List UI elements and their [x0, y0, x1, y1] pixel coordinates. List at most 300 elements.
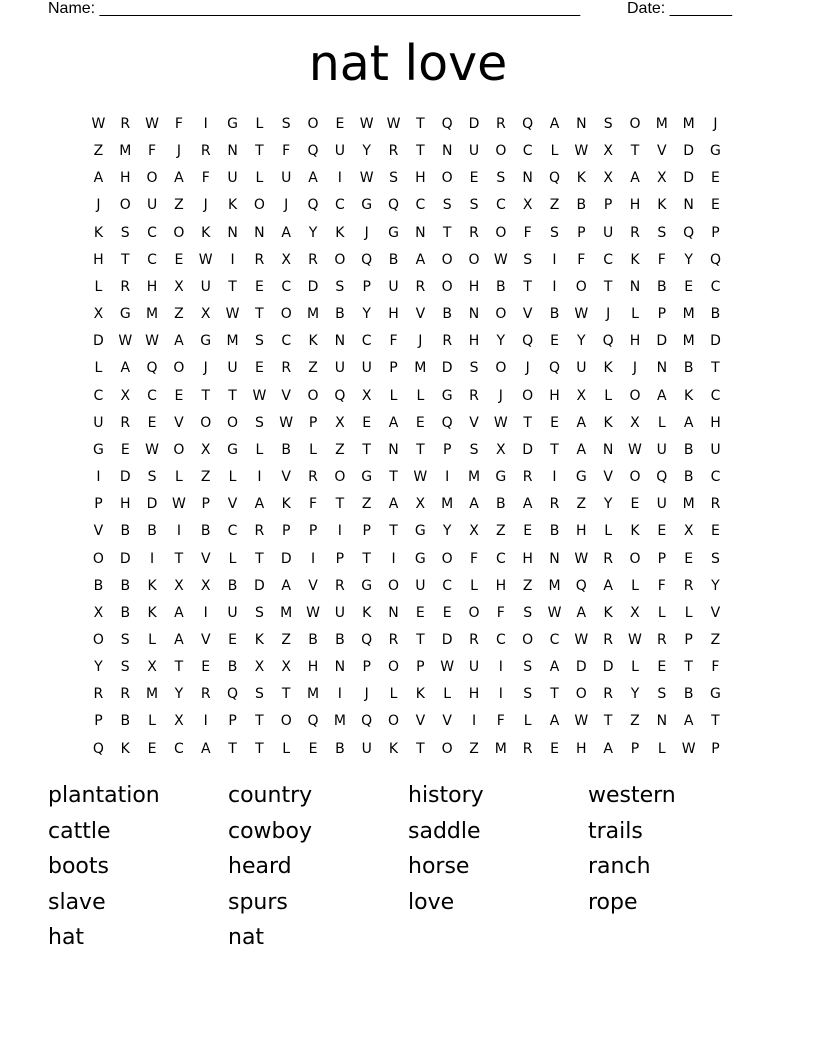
- grid-letter[interactable]: R: [308, 251, 318, 268]
- grid-letter[interactable]: U: [710, 441, 721, 458]
- grid-letter[interactable]: I: [203, 713, 208, 730]
- grid-letter[interactable]: L: [389, 387, 398, 404]
- grid-letter[interactable]: W: [252, 387, 267, 404]
- grid-letter[interactable]: L: [604, 523, 613, 540]
- grid-letter[interactable]: L: [550, 143, 559, 160]
- grid-letter[interactable]: K: [388, 740, 399, 757]
- grid-letter[interactable]: B: [281, 441, 292, 458]
- grid-letter[interactable]: T: [362, 441, 371, 458]
- grid-letter[interactable]: C: [334, 197, 345, 214]
- grid-letter[interactable]: N: [629, 278, 641, 295]
- grid-letter[interactable]: T: [362, 550, 371, 567]
- grid-letter[interactable]: W: [628, 631, 642, 648]
- grid-letter[interactable]: T: [416, 441, 425, 458]
- grid-letter[interactable]: Q: [227, 686, 239, 703]
- grid-letter[interactable]: S: [523, 251, 533, 268]
- grid-letter[interactable]: D: [522, 441, 534, 458]
- grid-letter[interactable]: V: [281, 469, 291, 486]
- grid-letter[interactable]: J: [364, 686, 369, 703]
- grid-letter[interactable]: A: [174, 604, 184, 621]
- grid-letter[interactable]: A: [120, 360, 131, 377]
- grid-letter[interactable]: C: [710, 387, 721, 404]
- grid-letter[interactable]: O: [388, 659, 400, 676]
- grid-letter[interactable]: A: [603, 740, 613, 757]
- grid-letter[interactable]: C: [522, 143, 533, 160]
- grid-letter[interactable]: G: [92, 441, 104, 458]
- grid-letter[interactable]: E: [147, 740, 157, 757]
- grid-letter[interactable]: A: [281, 577, 291, 594]
- grid-letter[interactable]: R: [120, 414, 131, 431]
- grid-letter[interactable]: W: [306, 604, 320, 621]
- grid-letter[interactable]: S: [389, 170, 398, 187]
- grid-letter[interactable]: E: [630, 496, 640, 513]
- grid-letter[interactable]: J: [713, 116, 718, 132]
- grid-letter[interactable]: V: [603, 469, 613, 486]
- grid-letter[interactable]: A: [549, 116, 560, 132]
- grid-letter[interactable]: G: [495, 469, 507, 486]
- grid-letter[interactable]: T: [550, 686, 559, 703]
- grid-letter[interactable]: O: [468, 604, 480, 621]
- grid-letter[interactable]: X: [469, 523, 479, 540]
- grid-letter[interactable]: U: [415, 577, 426, 594]
- grid-letter[interactable]: N: [468, 306, 480, 323]
- grid-letter[interactable]: T: [255, 740, 264, 757]
- grid-letter[interactable]: D: [93, 333, 104, 350]
- grid-letter[interactable]: S: [335, 278, 345, 295]
- grid-letter[interactable]: T: [228, 740, 237, 757]
- grid-letter[interactable]: E: [147, 414, 157, 431]
- grid-letter[interactable]: W: [145, 441, 159, 458]
- grid-letter[interactable]: R: [254, 251, 265, 268]
- grid-letter[interactable]: L: [94, 360, 103, 377]
- grid-letter[interactable]: E: [254, 278, 264, 295]
- grid-letter[interactable]: U: [361, 360, 372, 377]
- grid-letter[interactable]: U: [334, 143, 345, 160]
- grid-letter[interactable]: B: [388, 251, 399, 268]
- grid-letter[interactable]: T: [630, 143, 640, 160]
- grid-letter[interactable]: Q: [361, 713, 373, 730]
- grid-letter[interactable]: Z: [281, 631, 291, 648]
- grid-letter[interactable]: Q: [441, 414, 453, 431]
- grid-letter[interactable]: I: [337, 686, 342, 703]
- grid-letter[interactable]: M: [682, 496, 695, 513]
- grid-letter[interactable]: T: [416, 143, 425, 160]
- grid-letter[interactable]: N: [388, 604, 399, 621]
- grid-letter[interactable]: H: [629, 197, 641, 214]
- grid-letter[interactable]: W: [198, 251, 213, 268]
- grid-letter[interactable]: L: [94, 278, 103, 295]
- grid-letter[interactable]: O: [119, 197, 131, 214]
- grid-letter[interactable]: X: [147, 659, 157, 676]
- grid-letter[interactable]: S: [469, 197, 479, 214]
- grid-letter[interactable]: R: [603, 631, 614, 648]
- grid-letter[interactable]: P: [362, 278, 371, 295]
- grid-letter[interactable]: W: [681, 740, 696, 757]
- grid-letter[interactable]: B: [549, 523, 560, 540]
- grid-letter[interactable]: A: [603, 577, 613, 594]
- grid-letter[interactable]: Q: [307, 143, 319, 160]
- grid-letter[interactable]: K: [147, 604, 157, 621]
- grid-letter[interactable]: L: [389, 686, 398, 703]
- grid-letter[interactable]: M: [280, 604, 293, 621]
- grid-letter[interactable]: I: [445, 469, 450, 486]
- grid-letter[interactable]: U: [388, 278, 399, 295]
- grid-letter[interactable]: H: [146, 278, 158, 295]
- grid-letter[interactable]: Q: [92, 740, 104, 757]
- grid-letter[interactable]: M: [414, 360, 427, 377]
- grid-letter[interactable]: H: [468, 278, 480, 295]
- grid-letter[interactable]: E: [335, 116, 345, 132]
- grid-letter[interactable]: Q: [683, 224, 695, 241]
- grid-letter[interactable]: M: [548, 577, 561, 594]
- grid-letter[interactable]: N: [683, 197, 694, 214]
- grid-letter[interactable]: E: [550, 333, 559, 350]
- grid-letter[interactable]: W: [574, 631, 589, 648]
- grid-letter[interactable]: W: [359, 116, 374, 132]
- grid-letter[interactable]: S: [657, 224, 667, 241]
- grid-letter[interactable]: P: [94, 496, 103, 513]
- grid-letter[interactable]: R: [495, 116, 506, 132]
- grid-letter[interactable]: Y: [630, 686, 640, 703]
- grid-letter[interactable]: N: [522, 170, 533, 187]
- grid-letter[interactable]: L: [174, 469, 183, 486]
- grid-letter[interactable]: C: [442, 577, 453, 594]
- grid-letter[interactable]: C: [415, 197, 426, 214]
- grid-letter[interactable]: X: [415, 496, 426, 513]
- grid-letter[interactable]: B: [442, 306, 452, 323]
- grid-letter[interactable]: C: [710, 469, 721, 486]
- grid-letter[interactable]: T: [416, 740, 425, 757]
- grid-letter[interactable]: Z: [174, 197, 184, 214]
- grid-letter[interactable]: X: [200, 577, 211, 594]
- grid-letter[interactable]: T: [684, 659, 693, 676]
- grid-letter[interactable]: X: [603, 143, 613, 160]
- grid-letter[interactable]: T: [442, 224, 452, 241]
- grid-letter[interactable]: J: [525, 360, 530, 377]
- grid-letter[interactable]: X: [496, 441, 506, 458]
- grid-letter[interactable]: Q: [548, 170, 560, 187]
- grid-letter[interactable]: C: [147, 387, 157, 404]
- grid-letter[interactable]: H: [468, 333, 480, 350]
- grid-letter[interactable]: T: [255, 550, 264, 567]
- grid-letter[interactable]: G: [414, 550, 426, 567]
- grid-letter[interactable]: Q: [334, 387, 346, 404]
- grid-letter[interactable]: R: [603, 550, 614, 567]
- grid-letter[interactable]: P: [94, 713, 103, 730]
- grid-letter[interactable]: M: [441, 496, 454, 513]
- grid-letter[interactable]: R: [469, 224, 479, 241]
- grid-letter[interactable]: W: [493, 251, 508, 268]
- grid-letter[interactable]: W: [225, 306, 240, 323]
- grid-letter[interactable]: D: [307, 278, 319, 295]
- grid-letter[interactable]: E: [469, 170, 479, 187]
- grid-letter[interactable]: O: [575, 278, 587, 295]
- grid-letter[interactable]: M: [226, 333, 239, 350]
- grid-letter[interactable]: I: [552, 251, 557, 268]
- grid-letter[interactable]: P: [228, 713, 237, 730]
- grid-letter[interactable]: J: [364, 224, 369, 241]
- grid-letter[interactable]: V: [657, 143, 667, 160]
- grid-letter[interactable]: M: [119, 143, 132, 160]
- grid-letter[interactable]: R: [603, 686, 614, 703]
- grid-letter[interactable]: R: [120, 116, 131, 132]
- grid-letter[interactable]: T: [416, 116, 425, 132]
- grid-letter[interactable]: N: [227, 224, 238, 241]
- grid-letter[interactable]: I: [337, 170, 342, 187]
- grid-letter[interactable]: Y: [711, 577, 720, 594]
- grid-letter[interactable]: A: [174, 631, 184, 648]
- grid-letter[interactable]: O: [173, 441, 185, 458]
- grid-letter[interactable]: T: [550, 441, 559, 458]
- grid-letter[interactable]: A: [683, 713, 694, 730]
- grid-letter[interactable]: B: [120, 713, 131, 730]
- grid-letter[interactable]: O: [495, 360, 507, 377]
- grid-letter[interactable]: W: [628, 441, 642, 458]
- grid-letter[interactable]: L: [228, 550, 237, 567]
- grid-letter[interactable]: Y: [684, 251, 693, 268]
- grid-letter[interactable]: P: [389, 360, 398, 377]
- grid-letter[interactable]: P: [630, 740, 640, 757]
- grid-letter[interactable]: L: [255, 116, 264, 132]
- grid-letter[interactable]: L: [657, 604, 666, 621]
- grid-letter[interactable]: F: [657, 577, 666, 594]
- grid-letter[interactable]: L: [416, 387, 425, 404]
- grid-letter[interactable]: U: [656, 441, 667, 458]
- grid-letter[interactable]: J: [498, 387, 503, 404]
- grid-letter[interactable]: F: [174, 116, 183, 132]
- grid-letter[interactable]: K: [201, 224, 211, 241]
- grid-letter[interactable]: Y: [94, 659, 103, 676]
- grid-letter[interactable]: H: [119, 496, 131, 513]
- grid-letter[interactable]: X: [254, 659, 265, 676]
- grid-letter[interactable]: R: [469, 387, 479, 404]
- grid-letter[interactable]: V: [174, 414, 184, 431]
- grid-letter[interactable]: V: [281, 387, 291, 404]
- grid-letter[interactable]: B: [683, 686, 694, 703]
- grid-letter[interactable]: A: [388, 414, 399, 431]
- grid-letter[interactable]: T: [389, 523, 398, 540]
- grid-letter[interactable]: U: [227, 360, 238, 377]
- grid-letter[interactable]: G: [441, 387, 453, 404]
- grid-letter[interactable]: H: [522, 550, 533, 567]
- grid-letter[interactable]: P: [684, 631, 693, 648]
- grid-letter[interactable]: X: [576, 387, 587, 404]
- grid-letter[interactable]: T: [255, 306, 264, 323]
- grid-letter[interactable]: E: [442, 604, 452, 621]
- grid-letter[interactable]: E: [228, 631, 237, 648]
- grid-letter[interactable]: O: [522, 631, 534, 648]
- grid-letter[interactable]: V: [200, 631, 211, 648]
- grid-letter[interactable]: R: [388, 143, 399, 160]
- grid-letter[interactable]: Q: [441, 116, 453, 132]
- grid-letter[interactable]: Z: [93, 143, 104, 160]
- grid-letter[interactable]: A: [200, 740, 211, 757]
- grid-letter[interactable]: S: [523, 659, 533, 676]
- grid-letter[interactable]: I: [230, 251, 235, 268]
- grid-letter[interactable]: D: [656, 333, 668, 350]
- grid-letter[interactable]: C: [495, 631, 506, 648]
- grid-letter[interactable]: V: [710, 604, 721, 621]
- grid-letter[interactable]: U: [334, 604, 345, 621]
- grid-letter[interactable]: V: [227, 496, 238, 513]
- grid-letter[interactable]: K: [281, 496, 291, 513]
- grid-letter[interactable]: T: [228, 387, 237, 404]
- grid-letter[interactable]: G: [710, 686, 721, 703]
- grid-letter[interactable]: E: [684, 278, 694, 295]
- grid-letter[interactable]: X: [200, 441, 211, 458]
- grid-letter[interactable]: C: [147, 251, 157, 268]
- grid-letter[interactable]: O: [629, 469, 641, 486]
- grid-letter[interactable]: B: [93, 577, 104, 594]
- grid-letter[interactable]: N: [254, 224, 265, 241]
- grid-letter[interactable]: H: [388, 306, 399, 323]
- grid-letter[interactable]: B: [576, 197, 587, 214]
- grid-letter[interactable]: W: [171, 496, 186, 513]
- grid-letter[interactable]: I: [471, 713, 477, 730]
- grid-letter[interactable]: E: [523, 523, 533, 540]
- grid-letter[interactable]: F: [496, 604, 505, 621]
- grid-letter[interactable]: W: [574, 713, 589, 730]
- grid-letter[interactable]: L: [148, 631, 156, 648]
- grid-letter[interactable]: S: [469, 360, 479, 377]
- grid-letter[interactable]: Z: [496, 523, 506, 540]
- grid-letter[interactable]: T: [416, 631, 425, 648]
- grid-letter[interactable]: S: [120, 659, 130, 676]
- grid-letter[interactable]: Y: [496, 333, 506, 350]
- grid-letter[interactable]: J: [203, 360, 208, 377]
- grid-letter[interactable]: B: [683, 360, 694, 377]
- grid-letter[interactable]: R: [120, 686, 131, 703]
- grid-letter[interactable]: S: [711, 550, 720, 567]
- grid-letter[interactable]: M: [682, 116, 695, 132]
- grid-letter[interactable]: A: [576, 414, 587, 431]
- grid-letter[interactable]: R: [522, 469, 533, 486]
- grid-letter[interactable]: C: [549, 631, 560, 648]
- grid-letter[interactable]: G: [119, 306, 131, 323]
- grid-letter[interactable]: T: [255, 143, 264, 160]
- grid-letter[interactable]: E: [711, 170, 720, 187]
- grid-letter[interactable]: X: [361, 387, 372, 404]
- grid-letter[interactable]: C: [603, 251, 614, 268]
- grid-letter[interactable]: L: [631, 577, 639, 594]
- grid-letter[interactable]: U: [227, 604, 238, 621]
- grid-letter[interactable]: V: [522, 306, 533, 323]
- grid-letter[interactable]: U: [334, 360, 345, 377]
- grid-letter[interactable]: P: [362, 523, 371, 540]
- grid-letter[interactable]: C: [147, 224, 157, 241]
- grid-letter[interactable]: W: [145, 116, 159, 132]
- grid-letter[interactable]: S: [120, 224, 130, 241]
- grid-letter[interactable]: F: [711, 659, 720, 676]
- grid-letter[interactable]: S: [120, 631, 130, 648]
- grid-letter[interactable]: V: [469, 414, 479, 431]
- grid-letter[interactable]: P: [711, 224, 720, 241]
- grid-letter[interactable]: F: [389, 333, 398, 350]
- grid-letter[interactable]: G: [361, 469, 373, 486]
- grid-letter[interactable]: B: [683, 441, 694, 458]
- grid-letter[interactable]: Z: [710, 631, 721, 648]
- grid-letter[interactable]: D: [441, 631, 453, 648]
- grid-letter[interactable]: I: [203, 116, 208, 132]
- grid-letter[interactable]: T: [523, 278, 532, 295]
- grid-letter[interactable]: S: [657, 686, 667, 703]
- grid-letter[interactable]: Q: [388, 197, 400, 214]
- grid-letter[interactable]: G: [361, 577, 373, 594]
- grid-letter[interactable]: V: [442, 713, 452, 730]
- grid-letter[interactable]: Z: [308, 360, 318, 377]
- grid-letter[interactable]: D: [602, 659, 614, 676]
- date-field-label[interactable]: Date: _______: [627, 0, 732, 17]
- grid-letter[interactable]: B: [335, 631, 345, 648]
- grid-letter[interactable]: X: [281, 251, 291, 268]
- grid-letter[interactable]: Q: [656, 469, 668, 486]
- grid-letter[interactable]: E: [254, 360, 264, 377]
- grid-letter[interactable]: G: [710, 143, 721, 160]
- grid-letter[interactable]: R: [469, 631, 479, 648]
- grid-letter[interactable]: F: [577, 251, 586, 268]
- grid-letter[interactable]: B: [120, 523, 131, 540]
- grid-letter[interactable]: K: [603, 604, 613, 621]
- grid-letter[interactable]: X: [683, 523, 694, 540]
- grid-letter[interactable]: N: [334, 659, 346, 676]
- grid-letter[interactable]: E: [201, 659, 211, 676]
- grid-letter[interactable]: M: [333, 713, 346, 730]
- grid-letter[interactable]: A: [576, 441, 587, 458]
- grid-letter[interactable]: D: [710, 333, 721, 350]
- grid-letter[interactable]: R: [388, 631, 399, 648]
- grid-letter[interactable]: I: [150, 550, 155, 567]
- grid-letter[interactable]: R: [200, 143, 211, 160]
- grid-letter[interactable]: U: [468, 143, 480, 160]
- grid-letter[interactable]: K: [630, 251, 640, 268]
- grid-letter[interactable]: S: [469, 441, 479, 458]
- grid-letter[interactable]: S: [442, 197, 452, 214]
- grid-letter[interactable]: O: [200, 414, 212, 431]
- grid-letter[interactable]: T: [255, 713, 264, 730]
- grid-letter[interactable]: Z: [174, 306, 184, 323]
- grid-letter[interactable]: C: [495, 550, 506, 567]
- grid-letter[interactable]: R: [522, 740, 533, 757]
- grid-letter[interactable]: B: [200, 523, 211, 540]
- grid-letter[interactable]: X: [93, 604, 104, 621]
- grid-letter[interactable]: A: [549, 659, 560, 676]
- grid-letter[interactable]: A: [576, 604, 587, 621]
- grid-letter[interactable]: J: [632, 360, 638, 377]
- grid-letter[interactable]: O: [495, 224, 507, 241]
- grid-letter[interactable]: B: [549, 306, 560, 323]
- grid-letter[interactable]: G: [575, 469, 587, 486]
- grid-letter[interactable]: T: [120, 251, 130, 268]
- grid-letter[interactable]: W: [279, 414, 294, 431]
- grid-letter[interactable]: M: [682, 306, 695, 323]
- grid-letter[interactable]: A: [93, 170, 104, 187]
- grid-letter[interactable]: O: [227, 414, 239, 431]
- grid-letter[interactable]: L: [148, 713, 156, 730]
- grid-letter[interactable]: D: [468, 116, 480, 132]
- grid-letter[interactable]: O: [388, 577, 400, 594]
- grid-letter[interactable]: Z: [522, 577, 533, 594]
- grid-letter[interactable]: K: [684, 387, 694, 404]
- grid-letter[interactable]: C: [710, 278, 721, 295]
- grid-letter[interactable]: P: [416, 659, 425, 676]
- grid-letter[interactable]: H: [307, 659, 319, 676]
- grid-letter[interactable]: W: [91, 116, 106, 132]
- grid-letter[interactable]: A: [308, 170, 318, 187]
- grid-letter[interactable]: N: [656, 360, 668, 377]
- grid-letter[interactable]: E: [711, 197, 720, 214]
- grid-letter[interactable]: H: [710, 414, 721, 431]
- grid-letter[interactable]: W: [386, 116, 401, 132]
